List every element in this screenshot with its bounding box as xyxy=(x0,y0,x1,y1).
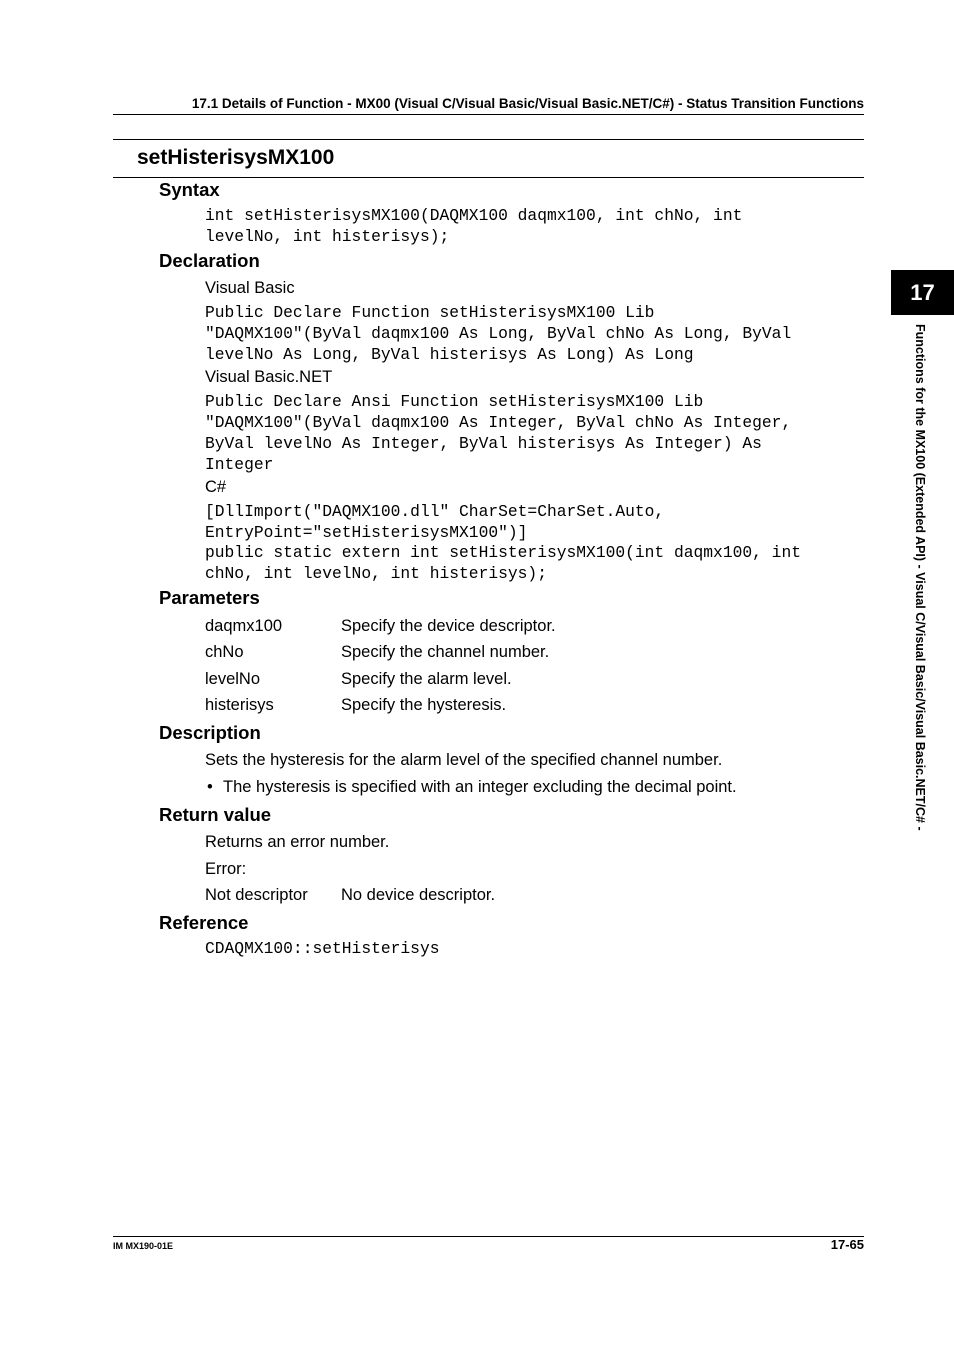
param-desc: Specify the alarm level. xyxy=(341,670,512,688)
vb-line-2: "DAQMX100"(ByVal daqmx100 As Long, ByVal chNo As Long, ByVal xyxy=(205,324,792,343)
error-label: Error: xyxy=(205,860,247,878)
vb-line-1: Public Declare Function setHisterisysMX100 Lib xyxy=(205,303,655,322)
reference-code: CDAQMX100::setHisterisys xyxy=(205,939,440,958)
param-name: histerisys xyxy=(205,696,274,714)
syntax-line-1: int setHisterisysMX100(DAQMX100 daqmx100, int chNo, int xyxy=(205,206,743,225)
param-name: chNo xyxy=(205,643,244,661)
running-header: 17.1 Details of Function - MX00 (Visual C/Visual Basic/Visual Basic.NET/C#) - Status Transition Functions xyxy=(191,96,864,111)
cs-line-4: chNo, int levelNo, int histerisys); xyxy=(205,564,547,583)
vbnet-line-1: Public Declare Ansi Function setHisterisysMX100 Lib xyxy=(205,392,704,411)
function-title: setHisterisysMX100 xyxy=(137,146,335,169)
document-id: IM MX190-01E xyxy=(113,1241,174,1251)
syntax-line-2: levelNo, int histerisys); xyxy=(205,227,450,246)
vbnet-line-2: "DAQMX100"(ByVal daqmx100 As Integer, ByVal chNo As Integer, xyxy=(205,413,792,432)
chapter-tab: 17 xyxy=(891,270,954,315)
error-name: Not descriptor xyxy=(205,886,308,904)
return-value-heading: Return value xyxy=(159,804,272,825)
vbnet-line-3: ByVal levelNo As Integer, ByVal histerisys As Integer) As xyxy=(205,434,762,453)
param-desc: Specify the channel number. xyxy=(341,643,550,661)
reference-heading: Reference xyxy=(159,912,249,933)
vb-label: Visual Basic xyxy=(205,279,295,297)
header-rule-bottom xyxy=(113,139,864,140)
param-name: daqmx100 xyxy=(205,617,283,635)
declaration-heading: Declaration xyxy=(159,250,260,271)
vbnet-line-4: Integer xyxy=(205,455,274,474)
vbnet-label: Visual Basic.NET xyxy=(205,368,333,386)
footer-rule xyxy=(113,1236,864,1237)
description-bullet: The hysteresis is specified with an integer excluding the decimal point. xyxy=(223,778,737,796)
page-number: 17-65 xyxy=(830,1237,864,1252)
description-text: Sets the hysteresis for the alarm level of the specified channel number. xyxy=(205,751,723,769)
error-description: No device descriptor. xyxy=(341,886,496,904)
param-name: levelNo xyxy=(205,670,261,688)
cs-line-1: [DllImport("DAQMX100.dll" CharSet=CharSet.Auto, xyxy=(205,502,665,521)
cs-line-3: public static extern int setHisterisysMX100(int daqmx100, int xyxy=(205,543,801,562)
param-desc: Specify the hysteresis. xyxy=(341,696,507,714)
title-rule xyxy=(113,177,864,178)
description-heading: Description xyxy=(159,722,261,743)
header-rule-top xyxy=(113,114,864,115)
cs-label: C# xyxy=(205,478,227,496)
return-value-text: Returns an error number. xyxy=(205,833,390,851)
syntax-heading: Syntax xyxy=(159,179,220,200)
vb-line-3: levelNo As Long, ByVal histerisys As Long) As Long xyxy=(205,345,694,364)
param-desc: Specify the device descriptor. xyxy=(341,617,556,635)
bullet-marker: • xyxy=(207,778,213,796)
chapter-side-title: Functions for the MX100 (Extended API) - Visual C/Visual Basic/Visual Basic.NET/C# - xyxy=(913,324,927,831)
parameters-heading: Parameters xyxy=(159,587,260,608)
cs-line-2: EntryPoint="setHisterisysMX100")] xyxy=(205,523,528,542)
